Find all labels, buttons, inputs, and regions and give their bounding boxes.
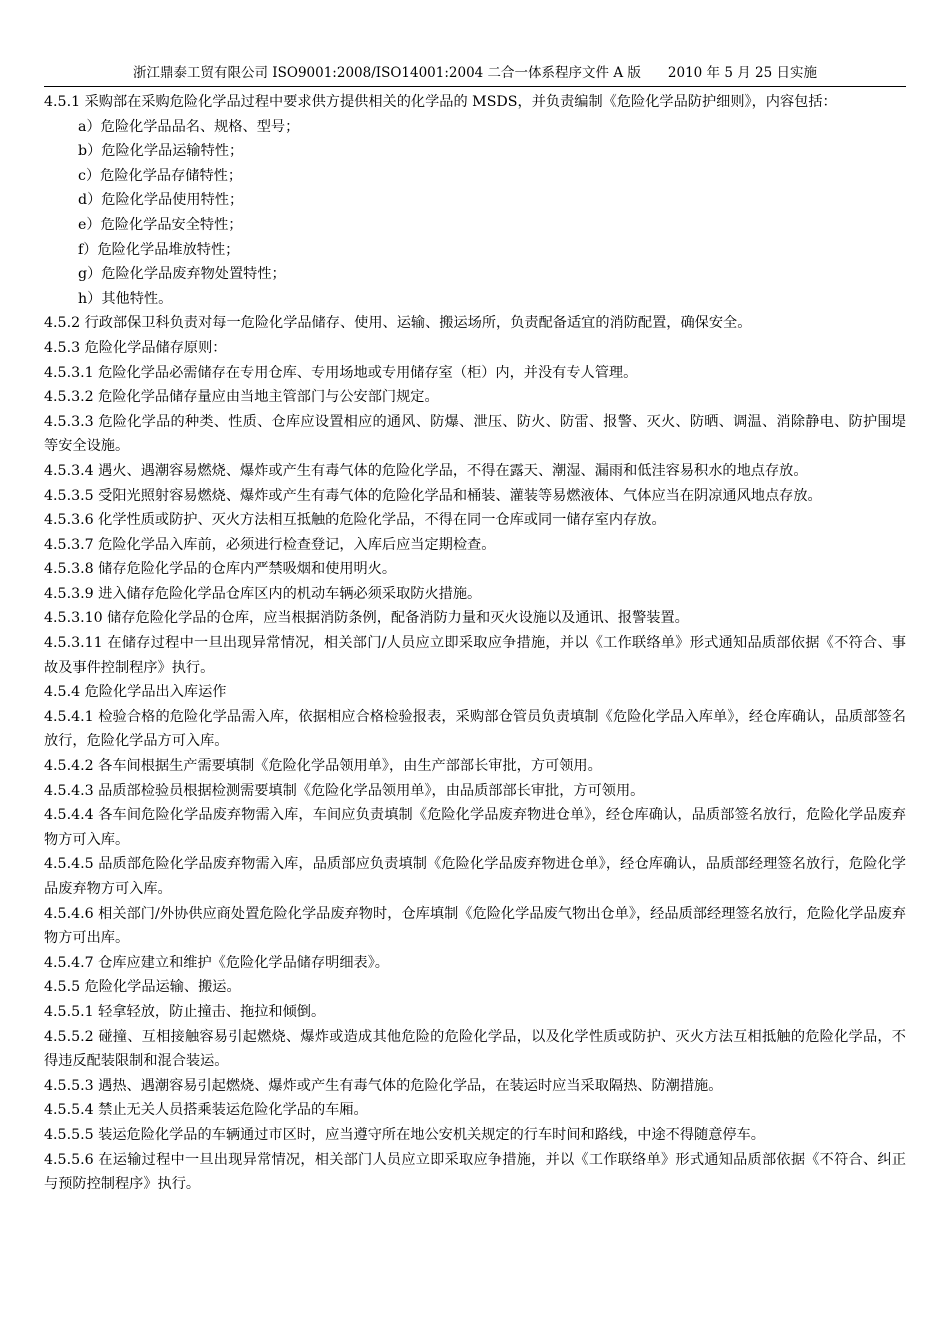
- paragraph: 4.5.5.2 碰撞、互相接触容易引起燃烧、爆炸或造成其他危险的危险化学品，以及化学性质或防护、灭火方法互相抵触的危险化学品，不得违反配装限制和混合装运。: [44, 1028, 906, 1070]
- paragraph: 4.5.3.3 危险化学品的种类、性质、仓库应设置相应的通风、防爆、泄压、防火、防雷、报警、灭火、防晒、调温、消除静电、防护围堤等安全设施。: [44, 413, 906, 455]
- list-item: g）危险化学品废弃物处置特性；: [78, 266, 286, 283]
- paragraph: 4.5.2 行政部保卫科负责对每一危险化学品储存、使用、运输、搬运场所，负责配备适宜的消防配置，确保安全。: [44, 315, 752, 332]
- list-item: a）危险化学品品名、规格、型号；: [78, 118, 300, 135]
- list-item: b）危险化学品运输特性；: [78, 143, 244, 160]
- list-item: d）危险化学品使用特性；: [78, 192, 244, 209]
- paragraph: 4.5.3.4 遇火、遇潮容易燃烧、爆炸或产生有毒气体的危险化学品，不得在露天、潮湿、漏雨和低洼容易积水的地点存放。: [44, 462, 808, 479]
- list-item: c）危险化学品存储特性；: [78, 167, 243, 184]
- paragraph: 4.5.4.1 检验合格的危险化学品需入库，依据相应合格检验报表，采购部仓管员负责填制《危险化学品入库单》，经仓库确认，品质部签名放行，危险化学品方可入库。: [44, 708, 906, 750]
- header-rule: [44, 86, 906, 87]
- list-item: h）其他特性。: [78, 290, 173, 307]
- paragraph: 4.5.3.6 化学性质或防护、灭火方法相互抵触的危险化学品，不得在同一仓库或同一储存室内存放。: [44, 512, 666, 529]
- paragraph: 4.5.3.9 进入储存危险化学品仓库区内的机动车辆必须采取防火措施。: [44, 585, 482, 602]
- document-body: [44, 90, 906, 1197]
- paragraph: 4.5.5.1 轻拿轻放，防止撞击、拖拉和倾倒。: [44, 1003, 326, 1020]
- page-header: 浙江鼎泰工贸有限公司 ISO9001:2008/ISO14001:2004 二合一体系程序文件 A 版 2010 年 5 月 25 日实施: [133, 65, 817, 81]
- paragraph: 4.5.4.4 各车间危险化学品废弃物需入库，车间应负责填制《危险化学品废弃物进仓单》，经仓库确认，品质部签名放行，危险化学品废弃物方可入库。: [44, 807, 906, 848]
- paragraph: 4.5.3.11 在储存过程中一旦出现异常情况，相关部门/人员应立即采取应争措施，并以《工作联络单》形式通知品质部依据《不符合、事故及事件控制程序》执行。: [44, 635, 906, 676]
- paragraph: 4.5.3.2 危险化学品储存量应由当地主管部门与公安部门规定。: [44, 389, 439, 406]
- paragraph: 4.5.1 采购部在采购危险化学品过程中要求供方提供相关的化学品的 MSDS，并负责编制《危险化学品防护细则》，内容包括：: [44, 94, 837, 110]
- paragraph: 4.5.3.5 受阳光照射容易燃烧、爆炸或产生有毒气体的危险化学品和桶装、灌装等易燃液体、气体应当在阴凉通风地点存放。: [44, 487, 822, 504]
- paragraph: 4.5.5 危险化学品运输、搬运。: [44, 979, 241, 996]
- paragraph: 4.5.4.2 各车间根据生产需要填制《危险化学品领用单》，由生产部部长审批，方可领用。: [44, 758, 602, 775]
- paragraph: 4.5.4.3 品质部检验员根据检测需要填制《危险化学品领用单》，由品质部部长审批，方可领用。: [44, 782, 645, 799]
- list-item: f）危险化学品堆放特性；: [78, 241, 240, 258]
- paragraph: 4.5.4 危险化学品出入库运作: [44, 684, 227, 701]
- paragraph: 4.5.4.5 品质部危险化学品废弃物需入库，品质部应负责填制《危险化学品废弃物进仓单》，经仓库确认，品质部经理签名放行，危险化学品废弃物方可入库。: [44, 856, 906, 897]
- paragraph: 4.5.4.7 仓库应建立和维护《危险化学品储存明细表》。: [44, 954, 389, 971]
- paragraph: 4.5.3.1 危险化学品必需储存在专用仓库、专用场地或专用储存室（柜）内，并没有专人管理。: [44, 364, 638, 381]
- paragraph: 4.5.5.6 在运输过程中一旦出现异常情况，相关部门人员应立即采取应争措施，并以《工作联络单》形式通知品质部依据《不符合、纠正与预防控制程序》执行。: [44, 1151, 906, 1193]
- paragraph: 4.5.3.8 储存危险化学品的仓库内严禁吸烟和使用明火。: [44, 561, 397, 578]
- paragraph: 4.5.5.5 装运危险化学品的车辆通过市区时，应当遵守所在地公安机关规定的行车时间和路线，中途不得随意停车。: [44, 1126, 765, 1143]
- paragraph: 4.5.3 危险化学品储存原则：: [44, 339, 227, 356]
- paragraph: 4.5.3.10 储存危险化学品的仓库，应当根据消防条例，配备消防力量和灭火设施以及通讯、报警装置。: [44, 610, 689, 627]
- paragraph: 4.5.5.4 禁止无关人员搭乘装运危险化学品的车厢。: [44, 1102, 368, 1119]
- list-item: e）危险化学品安全特性；: [78, 216, 243, 233]
- paragraph: 4.5.3.7 危险化学品入库前，必须进行检查登记，入库后应当定期检查。: [44, 536, 496, 553]
- paragraph: 4.5.4.6 相关部门/外协供应商处置危险化学品废弃物时，仓库填制《危险化学品废气物出仓单》，经品质部经理签名放行，危险化学品废弃物方可出库。: [44, 905, 906, 947]
- paragraph: 4.5.5.3 遇热、遇潮容易引起燃烧、爆炸或产生有毒气体的危险化学品，在装运时应当采取隔热、防潮措施。: [44, 1077, 723, 1094]
